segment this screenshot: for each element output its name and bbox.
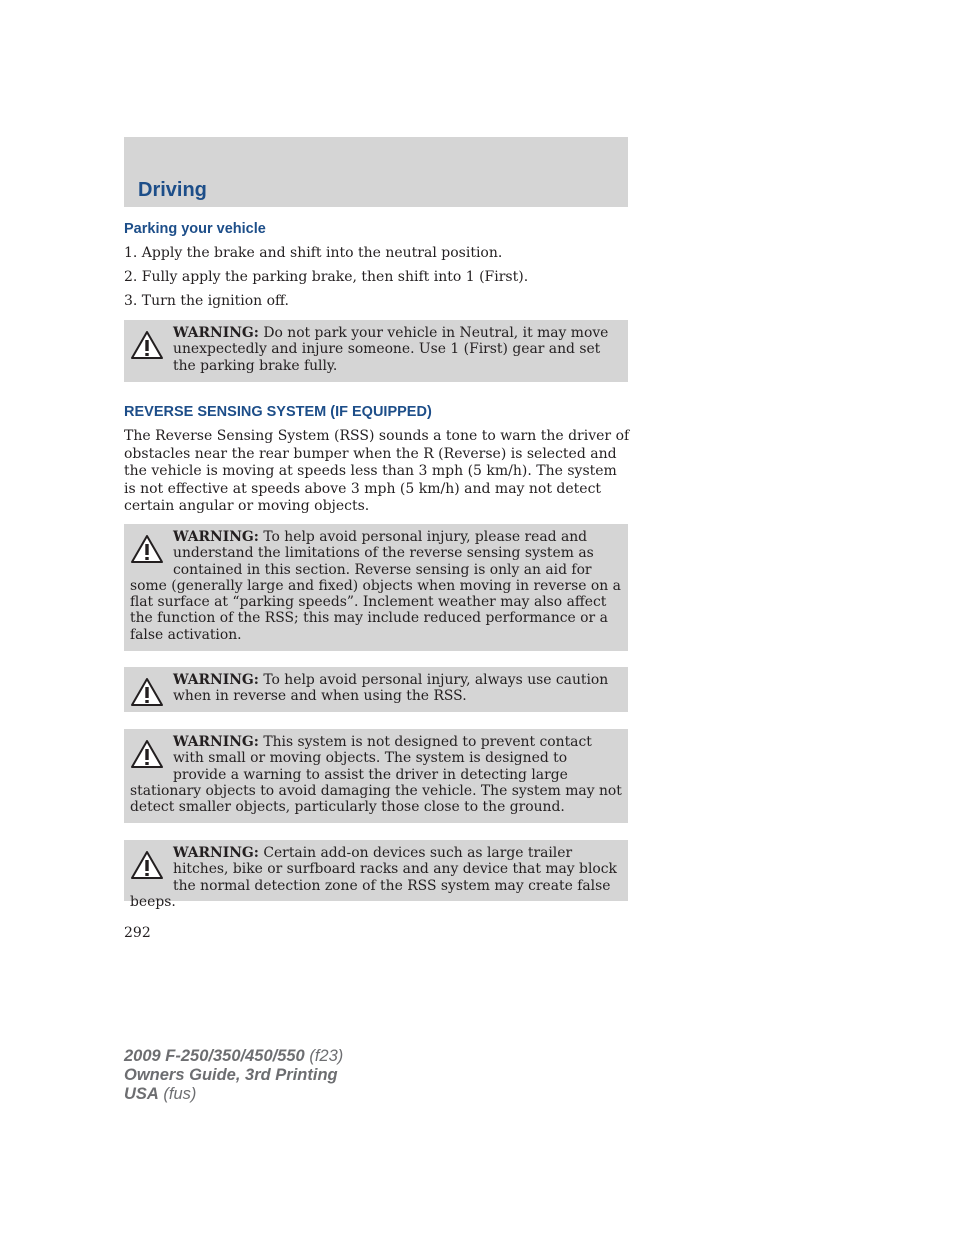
warning-label: WARNING: — [173, 529, 259, 545]
warning-triangle-icon — [130, 739, 164, 769]
footer-model: 2009 F-250/350/450/550 — [124, 1047, 305, 1065]
warning-text: Certain add-on devices such as large trailer hitches, bike or surfboard racks and any device that may block the normal detection zone of the RSS system may create false beeps. — [130, 845, 617, 910]
parking-step-3: 3. Turn the ignition off. — [124, 293, 289, 309]
section-header-bar — [124, 137, 628, 207]
footer-line-market — [124, 1085, 343, 1104]
warning-label: WARNING: — [173, 734, 259, 750]
warning-triangle-icon — [130, 330, 164, 360]
warning-text: Do not park your vehicle in Neutral, it may move unexpectedly and injure someone. Use 1 (First) gear and set the parking brake fully. — [173, 325, 609, 374]
warning-triangle-icon — [130, 534, 164, 564]
warning-text: This system is not designed to prevent contact with small or moving objects. The system is designed to provide a warning to assist the driver in detecting large stationary objects to avoid damaging the vehicle. The system may not detect smaller objects, particularly those close to the ground. — [130, 734, 622, 816]
warning-triangle-icon — [130, 677, 164, 707]
warning-text: To help avoid personal injury, please read and understand the limitations of the reverse sensing system as contained in this section. Reverse sensing is only an aid for some (generally large and fixed) objects when moving in reverse on a flat surface at “parking speeds”. Inclement weather may also affect the function of the RSS; this may include reduced performance or a false activation. — [130, 529, 621, 643]
warning-box-rss-2 — [124, 667, 628, 712]
warning-box-rss-4 — [124, 840, 628, 910]
rss-subheading: REVERSE SENSING SYSTEM (IF EQUIPPED) — [124, 404, 432, 420]
warning-triangle-icon — [130, 850, 164, 880]
warning-label: WARNING: — [173, 325, 259, 341]
warning-text: To help avoid personal injury, always use caution when in reverse and when using the RSS. — [173, 672, 609, 705]
warning-label: WARNING: — [173, 672, 259, 688]
warning-box-parking — [124, 320, 628, 382]
warning-label: WARNING: — [173, 845, 259, 861]
footer-line-model — [124, 1047, 343, 1066]
footer-line-edition: Owners Guide, 3rd Printing — [124, 1066, 338, 1084]
document-footer — [124, 1047, 343, 1104]
warning-box-rss-1 — [124, 524, 628, 651]
footer-market: USA — [124, 1085, 159, 1103]
warning-box-rss-3 — [124, 729, 628, 823]
page-number: 292 — [124, 925, 151, 941]
parking-step-2: 2. Fully apply the parking brake, then shift into 1 (First). — [124, 269, 529, 285]
parking-step-1: 1. Apply the brake and shift into the neutral position. — [124, 245, 503, 261]
footer-market-code: (fus) — [158, 1085, 197, 1103]
section-title: Driving — [138, 179, 207, 201]
parking-subheading: Parking your vehicle — [124, 221, 266, 237]
rss-intro-paragraph: The Reverse Sensing System (RSS) sounds a tone to warn the driver of obstacles near the rear bumper when the R (Reverse) is selected and the vehicle is moving at speeds less than 3 mph (5 km/h). The system is not effective at speeds above 3 mph (5 km/h) and may not detect certain angular or moving objects. — [124, 428, 630, 515]
footer-model-code: (f23) — [304, 1047, 344, 1065]
